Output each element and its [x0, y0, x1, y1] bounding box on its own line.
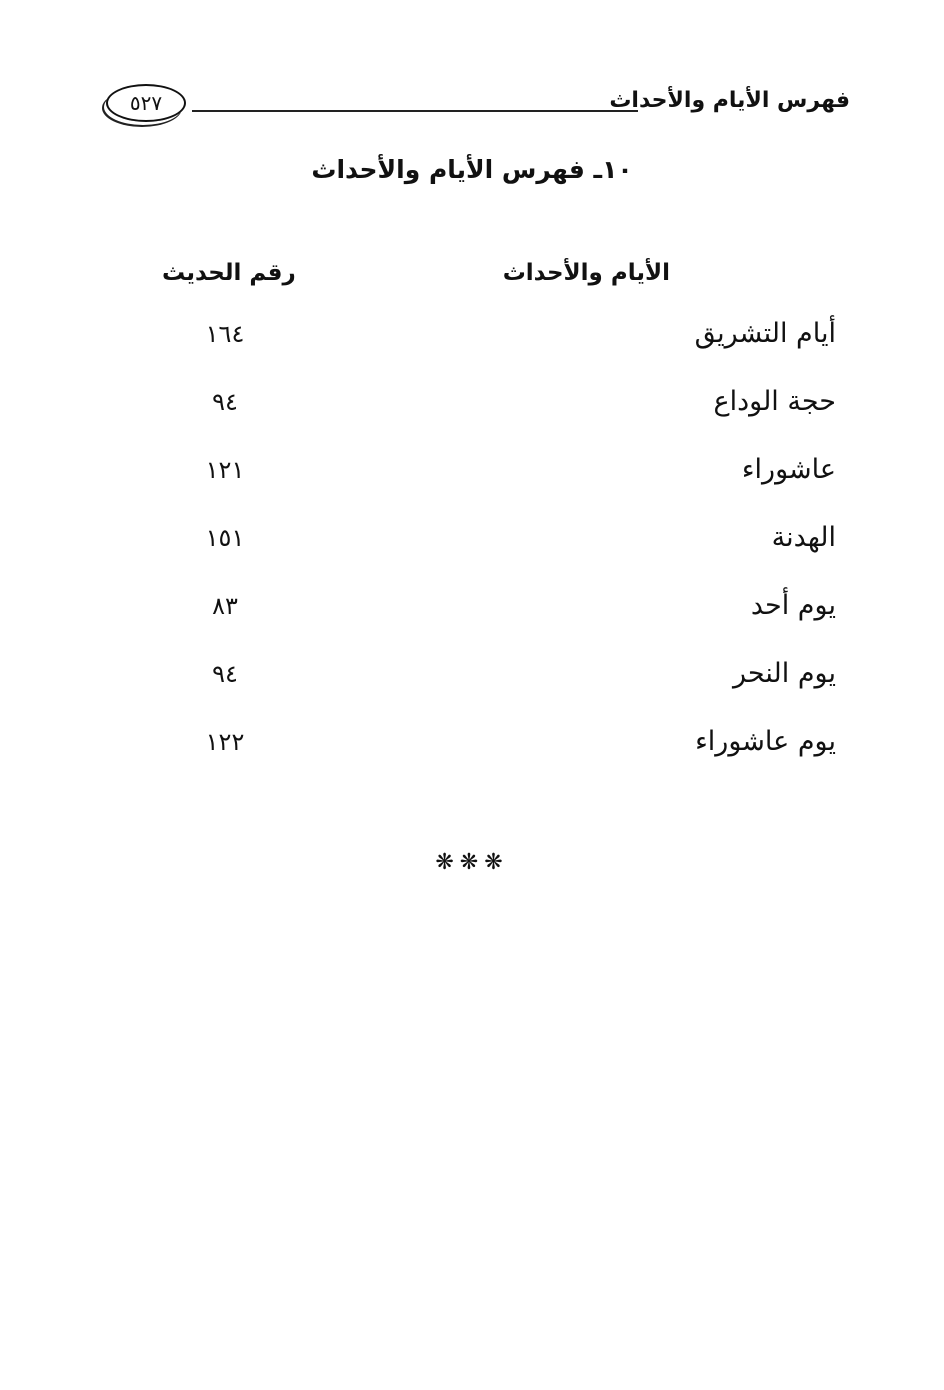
- index-term: يوم النحر: [733, 658, 836, 689]
- hadith-number: ٨٣: [212, 592, 238, 620]
- index-table: [0, 318, 944, 794]
- running-header: [100, 82, 850, 132]
- column-header-events: الأيام والأحداث: [502, 260, 670, 286]
- hadith-number: ١٢١: [205, 456, 245, 484]
- index-term: يوم عاشوراء: [695, 726, 836, 757]
- index-term: يوم أحد: [750, 590, 836, 621]
- header-rule: [192, 110, 638, 112]
- page-title: ١٠ـ فهرس الأيام والأحداث: [311, 155, 633, 184]
- hadith-number: ٩٤: [212, 660, 238, 688]
- index-term: حجة الوداع: [713, 386, 836, 417]
- page-number-badge: ٥٢٧: [106, 84, 186, 122]
- table-row: [0, 318, 944, 386]
- table-row: [0, 454, 944, 522]
- index-term: الهدنة: [771, 522, 836, 553]
- hadith-number: ٩٤: [212, 388, 238, 416]
- index-term: عاشوراء: [741, 454, 836, 485]
- column-header-hadith-number: رقم الحديث: [162, 260, 296, 286]
- asterism-separator: ❋❋❋: [435, 850, 509, 875]
- table-row: [0, 590, 944, 658]
- table-row: [0, 658, 944, 726]
- hadith-number: ١٢٢: [205, 728, 245, 756]
- index-term: أيام التشريق: [694, 318, 836, 349]
- hadith-number: ١٥١: [205, 524, 245, 552]
- table-row: [0, 726, 944, 794]
- table-row: [0, 386, 944, 454]
- running-header-title: فهرس الأيام والأحداث: [609, 88, 850, 113]
- table-row: [0, 522, 944, 590]
- hadith-number: ١٦٤: [205, 320, 245, 348]
